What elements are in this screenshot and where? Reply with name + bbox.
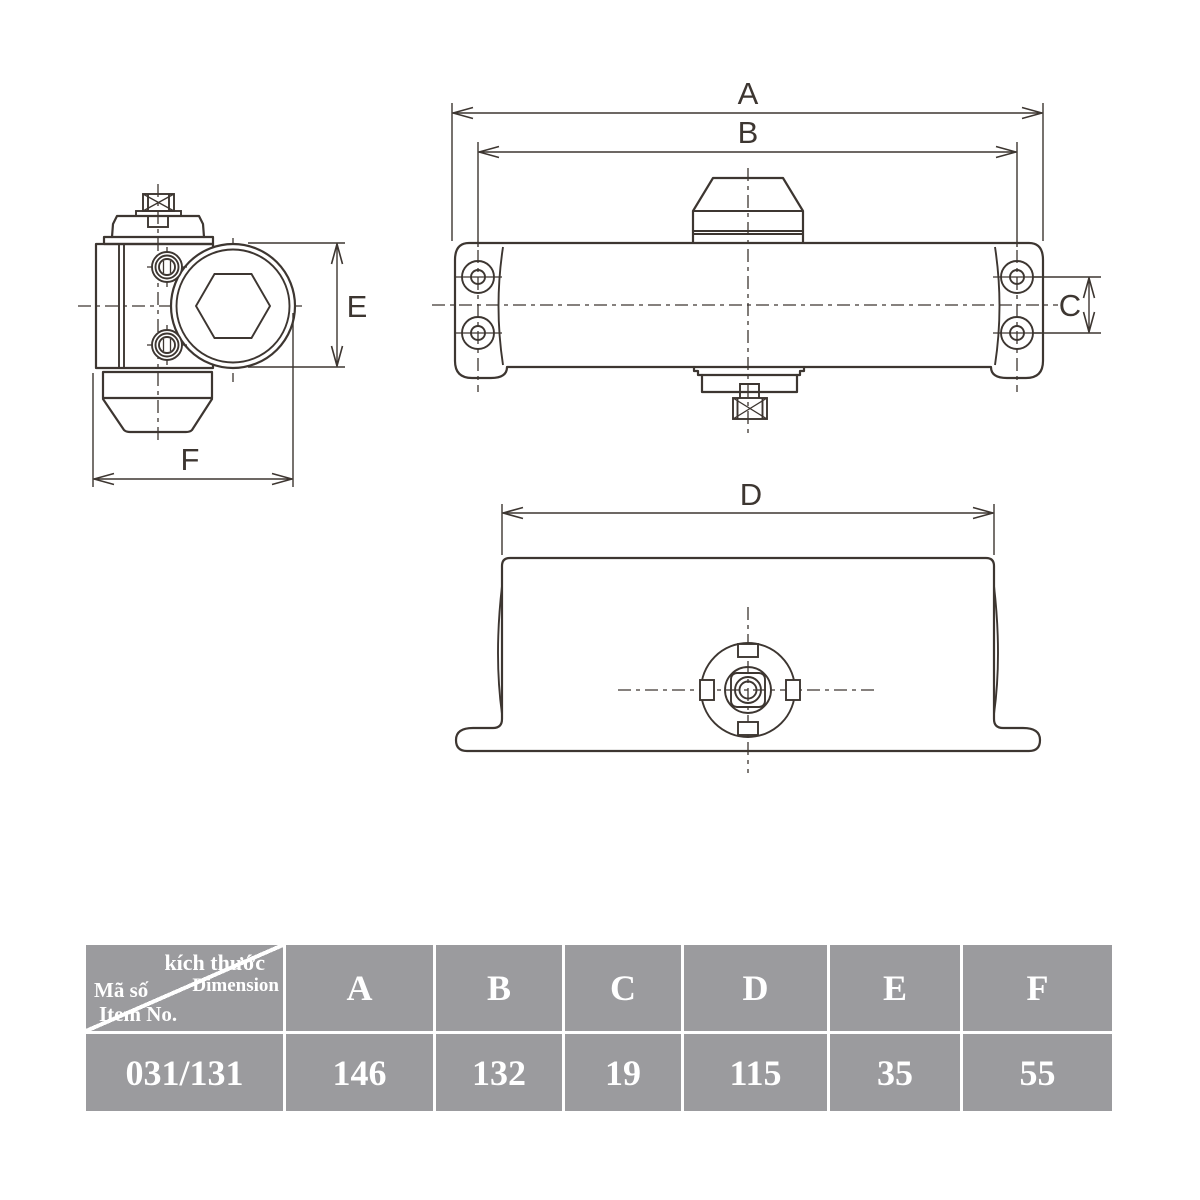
pinion-boss	[171, 244, 295, 368]
value-f: 55	[963, 1034, 1112, 1111]
col-header-d: D	[684, 945, 827, 1031]
value-c: 19	[565, 1034, 681, 1111]
dim-label-f: F	[180, 442, 200, 477]
col-header-a: A	[286, 945, 433, 1031]
table-header-corner-cell	[86, 945, 283, 1031]
value-b: 132	[436, 1034, 562, 1111]
value-d: 115	[684, 1034, 827, 1111]
front-bottom-cap	[694, 367, 804, 419]
header-item-en: Item No.	[99, 1002, 178, 1026]
col-header-e: E	[830, 945, 960, 1031]
dim-label-b: B	[737, 115, 759, 150]
col-header-c: C	[565, 945, 681, 1031]
dimension-d	[502, 477, 994, 555]
item-no-cell: 031/131	[86, 1034, 283, 1111]
dim-label-e: E	[346, 289, 368, 324]
value-a: 146	[286, 1034, 433, 1111]
front-view	[432, 76, 1101, 435]
front-body-outline	[455, 243, 1043, 378]
bottom-pinion	[618, 607, 878, 773]
dim-label-a: A	[737, 76, 759, 111]
side-view	[78, 184, 367, 487]
bottom-view	[456, 477, 1040, 773]
col-header-f: F	[963, 945, 1112, 1031]
value-e: 35	[830, 1034, 960, 1111]
header-dimension-vi: kích thước	[164, 950, 265, 975]
dim-label-c: C	[1058, 288, 1082, 323]
header-dimension-en: Dimension	[192, 975, 279, 996]
dim-label-d: D	[739, 477, 763, 512]
col-header-b: B	[436, 945, 562, 1031]
spec-table	[86, 945, 1112, 1111]
header-item-vi: Mã số	[94, 978, 149, 1002]
